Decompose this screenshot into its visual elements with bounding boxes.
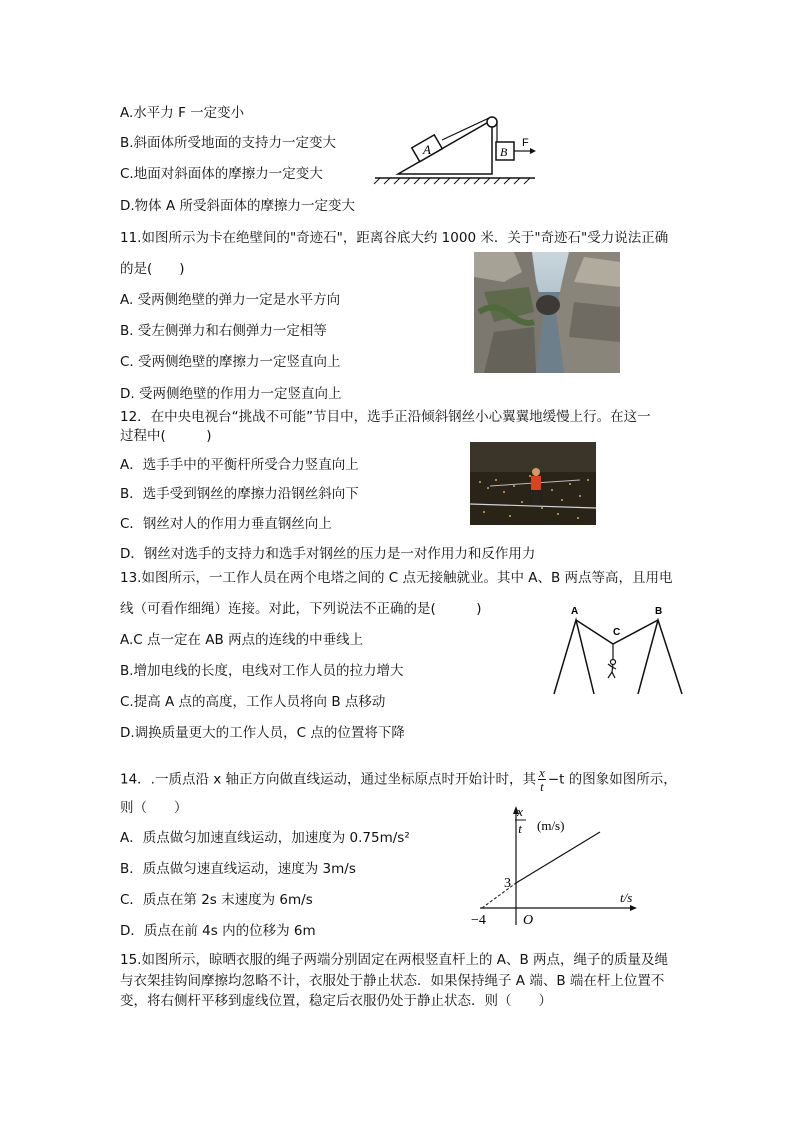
tower-a	[554, 620, 594, 694]
q12-option-b: B．选手受到钢丝的摩擦力沿钢丝斜向下	[120, 486, 359, 502]
q11-option-c: C. 受两侧绝壁的摩擦力一定竖直向上	[120, 354, 341, 370]
q15-stem-line2: 与衣架挂钩间摩擦均忽略不计，衣服处于静止状态．如果保持绳子 A 端、B 端在杆上位置不	[120, 973, 665, 989]
q12-stem-line1: 12．在中央电视台“挑战不可能”节目中，选手正沿倾斜钢丝小心翼翼地缓慢上行。在这一	[120, 409, 651, 425]
power-towers-figure	[550, 602, 685, 697]
q14-option-c: C．质点在第 2s 末速度为 6m/s	[120, 892, 313, 908]
q12-stem-line2: 过程中( )	[120, 428, 212, 444]
q14-option-b: B．质点做匀速直线运动，速度为 3m/s	[120, 861, 356, 877]
q11-option-a: A. 受两侧绝壁的弹力一定是水平方向	[120, 292, 341, 308]
y-intercept-label: 3	[504, 876, 511, 891]
q13-option-b: B.增加电线的长度，电线对工作人员的拉力增大	[120, 663, 404, 679]
q14-stem-fraction	[538, 766, 546, 793]
origin-label: O	[523, 913, 534, 928]
q14-option-d: D．质点在前 4s 内的位移为 6m	[120, 923, 316, 939]
q13-stem-line1: 13.如图所示，一工作人员在两个电塔之间的 C 点无接触就业。其中 A、B 两点等高，且用电	[120, 570, 673, 586]
x-over-t-graph	[460, 800, 640, 930]
q14-stem-before: 14．.一质点沿 x 轴正方向做直线运动，通过坐标原点时开始计时，其	[120, 771, 537, 788]
q10-option-d: D.物体 A 所受斜面体的摩擦力一定变大	[120, 198, 356, 214]
q13-option-d: D.调换质量更大的工作人员，C 点的位置将下降	[120, 725, 405, 741]
q12-option-d: D．钢丝对选手的支持力和选手对钢丝的压力是一对作用力和反作用力	[120, 546, 536, 562]
data-line	[516, 832, 600, 883]
y-axis-unit: (m/s)	[537, 818, 565, 833]
q11-option-b: B. 受左侧弹力和右侧弹力一定相等	[120, 323, 327, 339]
y-axis-den: t	[518, 821, 522, 836]
extrapolated-line	[482, 883, 516, 908]
q15-stem-line3: 变，将右侧杆平移到虚线位置，稳定后衣服仍处于静止状态．则（ ）	[120, 993, 552, 1009]
x-intercept-label: −4	[471, 913, 486, 928]
q10-option-b: B.斜面体所受地面的支持力一定变大	[120, 135, 337, 151]
point-b-label: B	[655, 606, 663, 617]
worker-icon	[608, 660, 616, 679]
q10-option-c: C.地面对斜面体的摩擦力一定变大	[120, 166, 323, 182]
q15-stem-line1: 15.如图所示，晾晒衣服的绳子两端分别固定在两根竖直杆上的 A、B 两点，绳子的质量及绳	[120, 952, 669, 968]
force-f-label: F	[522, 137, 529, 149]
y-axis-num: x	[517, 804, 523, 819]
q12-option-a: A．选手手中的平衡杆所受合力竖直向上	[120, 457, 359, 473]
q12-option-c: C．钢丝对人的作用力垂直钢丝向上	[120, 516, 332, 532]
q11-stem-line2: 的是( )	[120, 261, 185, 277]
q13-option-a: A.C 点一定在 AB 两点的连线的中垂线上	[120, 632, 364, 648]
block-b-label: B	[500, 145, 508, 159]
q14-frac-num: x	[539, 765, 545, 780]
point-a-label: A	[571, 606, 579, 617]
q14-stem-line1	[120, 766, 677, 793]
tightrope-walker-photo	[470, 442, 596, 525]
q14-stem-line2: 则（ ）	[120, 800, 188, 816]
q13-option-c: C.提高 A 点的高度，工作人员将向 B 点移动	[120, 694, 386, 710]
miracle-stone	[536, 295, 560, 315]
walker-figure	[531, 476, 541, 490]
point-c-label: C	[613, 627, 621, 638]
block-a-label: A	[423, 142, 431, 157]
tower-b	[638, 620, 682, 694]
q11-option-d: D. 受两侧绝壁的作用力一定竖直向上	[120, 386, 342, 402]
q14-option-a: A．质点做匀加速直线运动，加速度为 0.75m/s²	[120, 830, 410, 846]
incline-pulley-figure	[370, 100, 540, 185]
q14-stem-after: −t 的图象如图所示，	[547, 771, 677, 788]
miracle-stone-photo	[474, 252, 620, 373]
q10-option-a: A.水平力 F 一定变小	[120, 105, 245, 121]
t-axis-label: t/s	[620, 890, 633, 905]
q14-frac-den: t	[540, 779, 544, 794]
q13-stem-line2: 线（可看作细绳）连接。对此，下列说法不正确的是( )	[120, 601, 482, 617]
q11-stem-line1: 11.如图所示为卡在绝壁间的"奇迹石"，距离谷底大约 1000 米．关于"奇迹石"受力说法正确	[120, 230, 669, 246]
